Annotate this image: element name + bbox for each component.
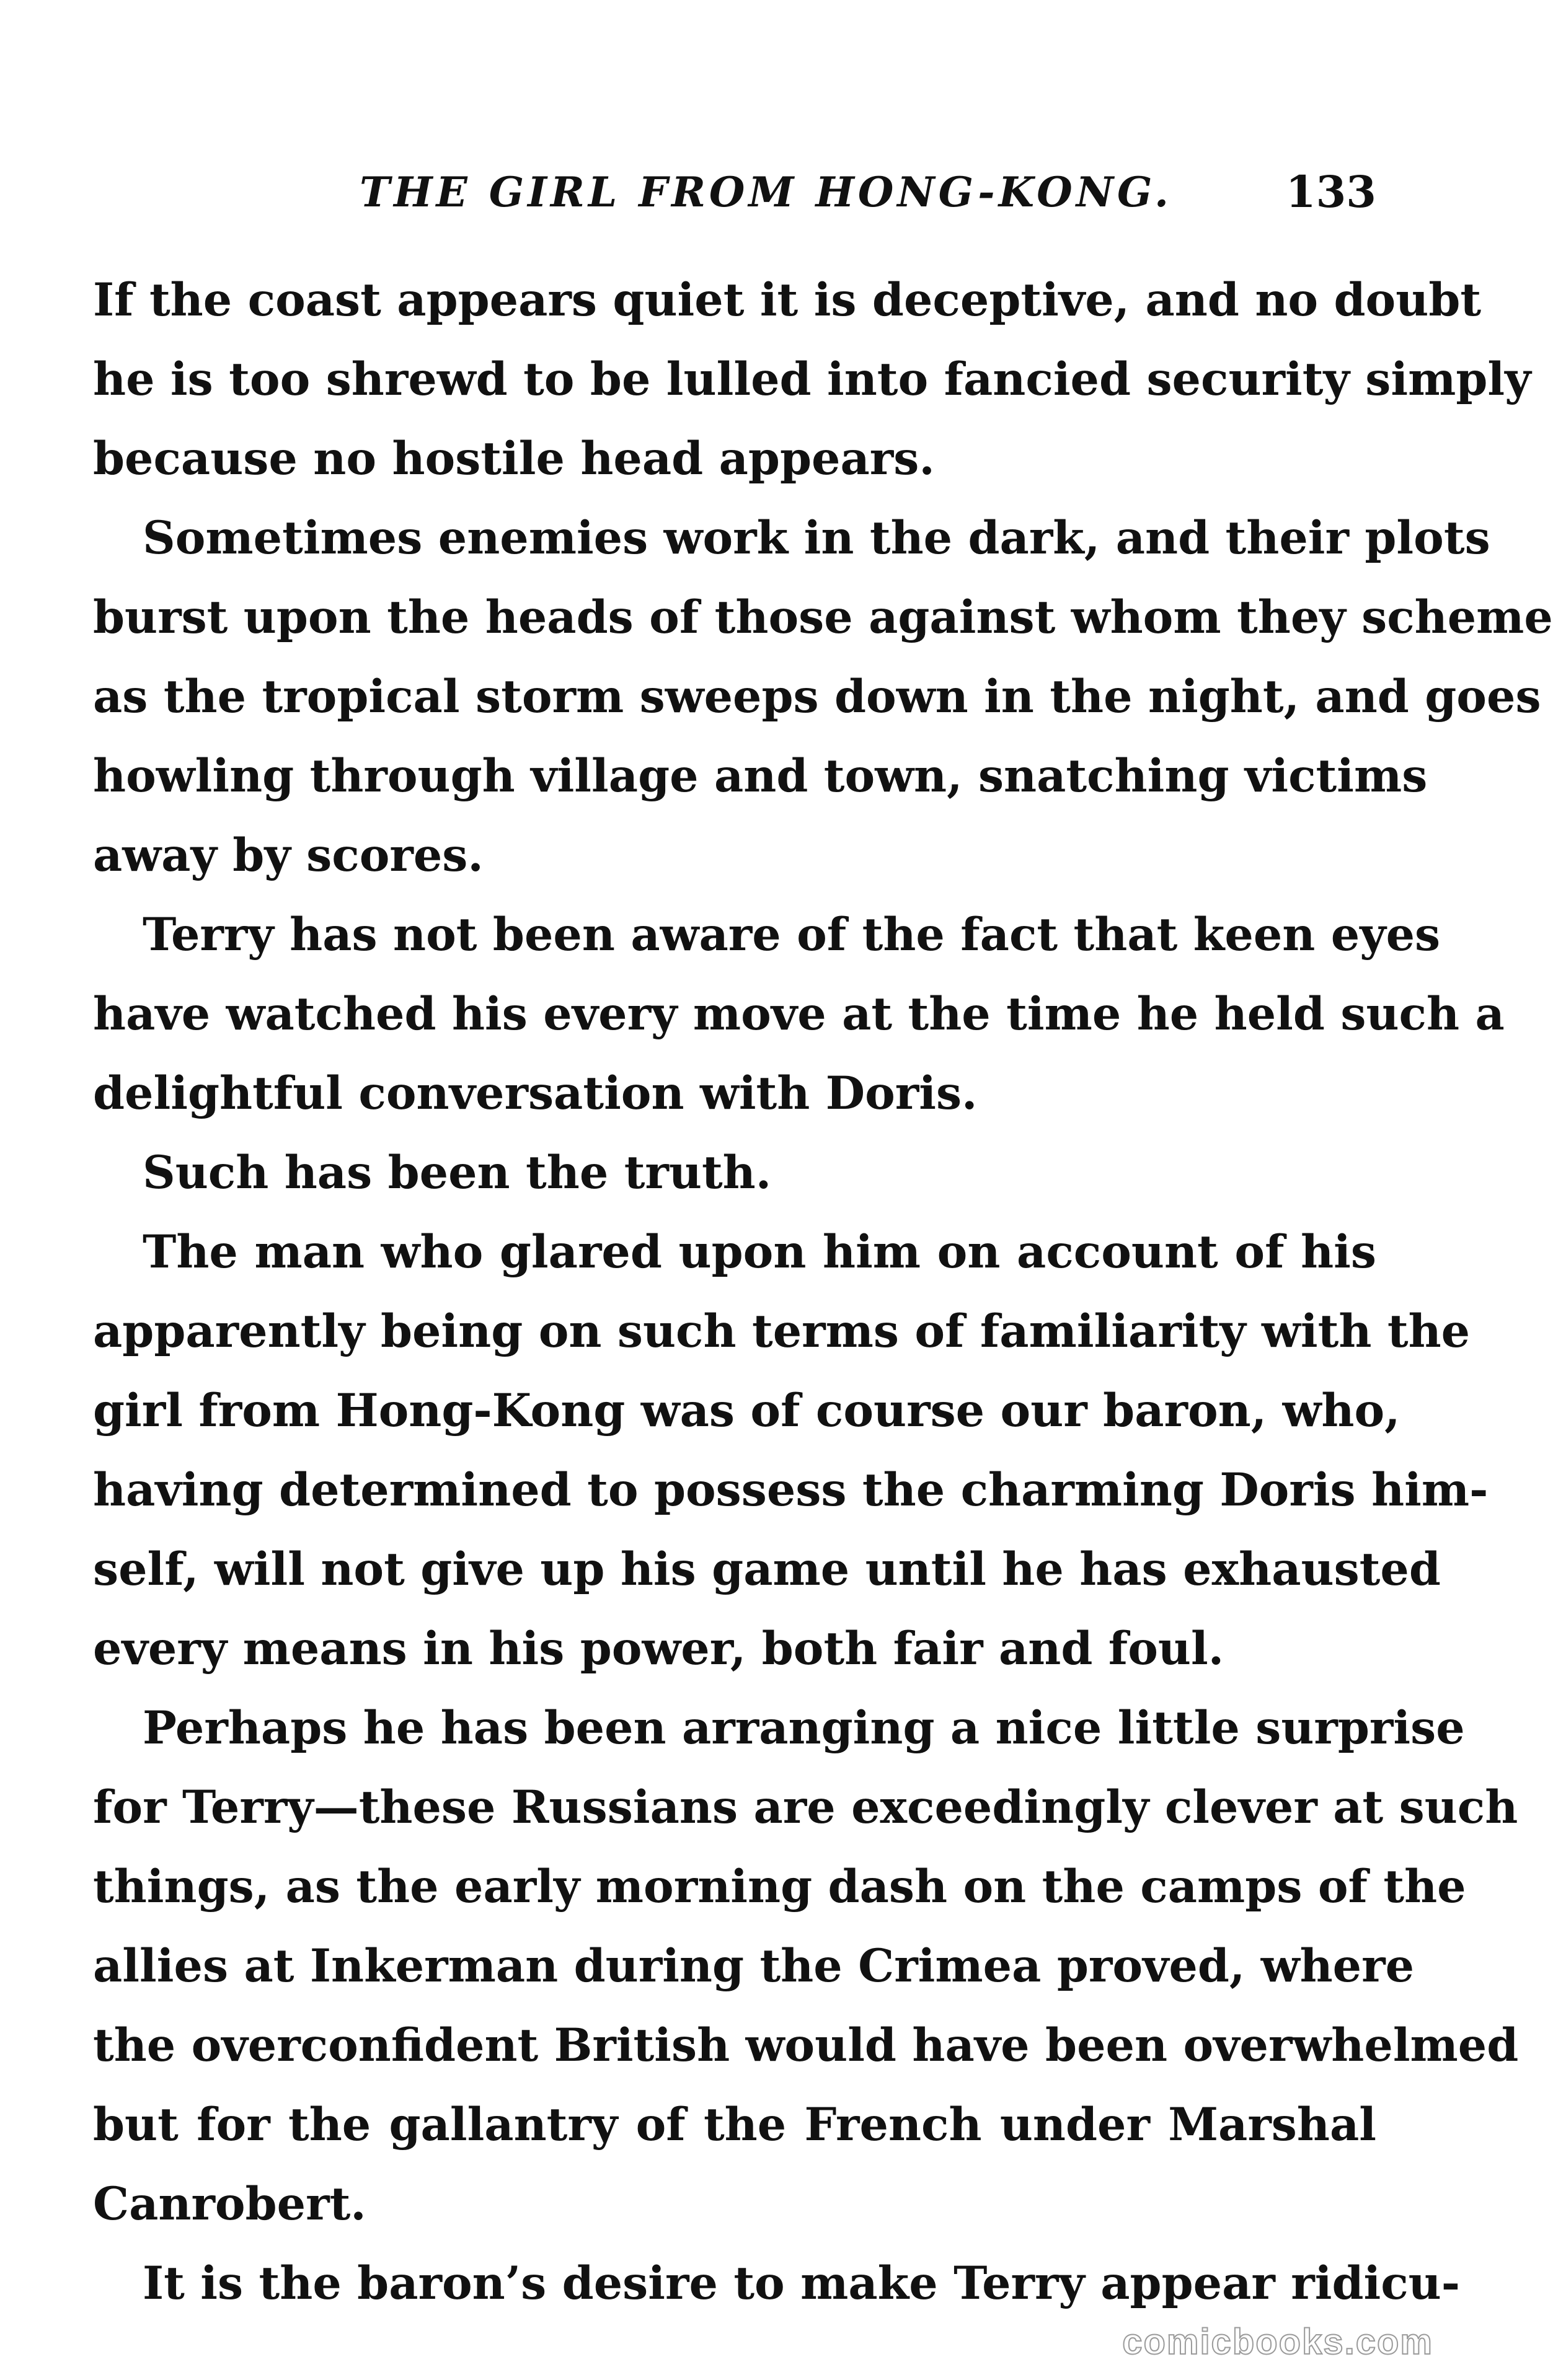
text-line: Such has been the truth.: [143, 1146, 772, 1199]
text-line: delightful conversation with Doris.: [93, 1067, 978, 1120]
text-line: as the tropical storm sweeps down in the night, and goes: [93, 670, 1541, 723]
text-line: the overconfident British would have been overwhelmed: [93, 2019, 1519, 2072]
text-line: It is the baron’s desire to make Terry appear ridicu-: [143, 2257, 1461, 2310]
watermark-logo: comicbooks.com: [1122, 2322, 1433, 2362]
text-line: self, will not give up his game until he has exhausted: [93, 1543, 1441, 1596]
text-line: but for the gallantry of the French under Marshal: [93, 2098, 1376, 2151]
running-title: THE GIRL FROM HONG-KONG.: [360, 168, 1173, 216]
text-line: burst upon the heads of those against whom they scheme: [93, 591, 1553, 644]
text-line: If the coast appears quiet it is deceptive, and no doubt: [93, 273, 1482, 327]
body-text: [93, 260, 1553, 2323]
text-line: Canrobert.: [93, 2177, 366, 2231]
text-line: because no hostile head appears.: [93, 432, 935, 485]
text-line: apparently being on such terms of familiarity with the: [93, 1305, 1471, 1358]
text-line: for Terry—these Russians are exceedingly clever at such: [93, 1781, 1518, 1834]
page-number: 133: [1285, 166, 1376, 218]
text-line: girl from Hong-Kong was of course our baron, who,: [93, 1384, 1400, 1437]
text-line: Terry has not been aware of the fact that keen eyes: [143, 908, 1441, 961]
text-line: howling through village and town, snatching victims: [93, 749, 1428, 803]
text-line: Perhaps he has been arranging a nice little surprise: [143, 1701, 1465, 1755]
text-line: have watched his every move at the time he held such a: [93, 987, 1505, 1041]
text-line: allies at Inkerman during the Crimea proved, where: [93, 1939, 1415, 1993]
text-line: having determined to possess the charming Doris him-: [93, 1463, 1489, 1517]
text-line: every means in his power, both fair and foul.: [93, 1622, 1224, 1675]
text-line: away by scores.: [93, 829, 484, 882]
text-line: The man who glared upon him on account of his: [143, 1225, 1376, 1279]
running-head: [93, 158, 1376, 226]
text-line: things, as the early morning dash on the camps of the: [93, 1860, 1466, 1913]
text-line: he is too shrewd to be lulled into fancied security simply: [93, 353, 1531, 406]
text-line: Sometimes enemies work in the dark, and their plots: [143, 511, 1490, 565]
